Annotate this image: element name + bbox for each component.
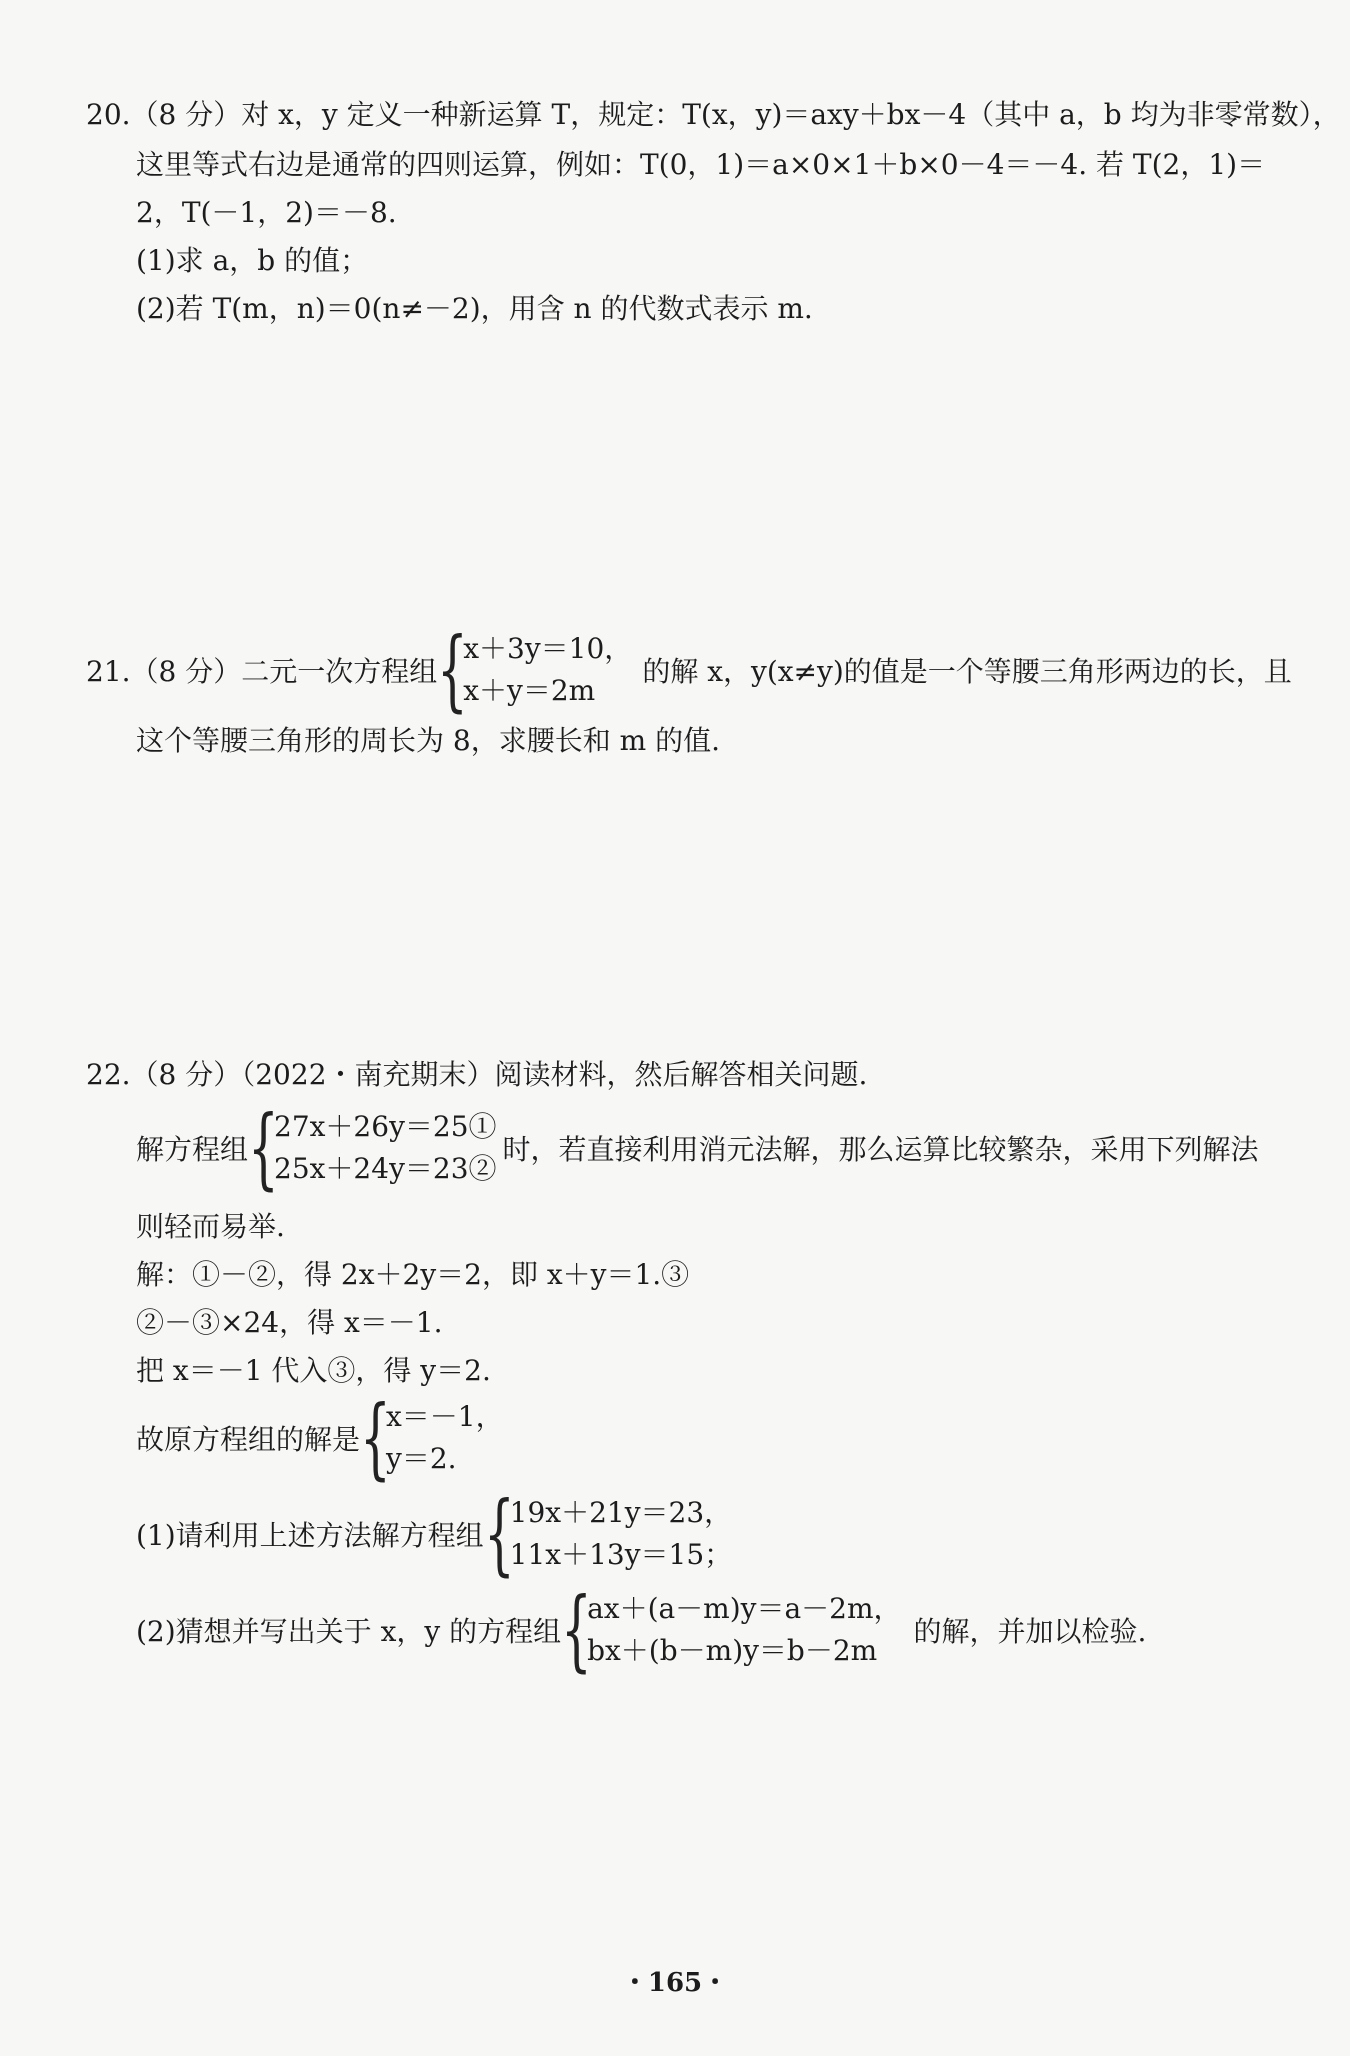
q21-prefix: 21.（8 分）二元一次方程组 <box>86 655 438 688</box>
q22-solution-x: x＝－1， <box>386 1400 504 1433</box>
q21-suffix: 的解 x，y(x≠y)的值是一个等腰三角形两边的长，且 <box>642 655 1292 688</box>
q22-part-1-prefix: (1)请利用上述方法解方程组 <box>136 1519 484 1552</box>
q22-part-1-eq-2: 11x＋13y＝15； <box>509 1538 733 1571</box>
q22-solution-prefix: 故原方程组的解是 <box>136 1423 361 1456</box>
q22-solution-system <box>136 1386 504 1489</box>
q21-line-2: 这个等腰三角形的周长为 8，求腰长和 m 的值. <box>136 724 720 757</box>
q22-eq-1: 27x＋26y＝25① <box>274 1110 497 1143</box>
q22-part-1-system <box>136 1482 733 1585</box>
q22-step-1: 解：①－②，得 2x＋2y＝2，即 x＋y＝1.③ <box>136 1258 690 1291</box>
q22-solution-values <box>386 1401 504 1475</box>
page-number: ・165・ <box>621 1968 729 1998</box>
q20-line-2: 这里等式右边是通常的四则运算，例如：T(0，1)＝a×0×1＋b×0－4＝－4. 若 T(2，1)＝ <box>136 148 1266 181</box>
q22-system-suffix: 时，若直接利用消元法解，那么运算比较繁杂，采用下列解法 <box>502 1133 1259 1166</box>
q20-line-1: 20.（8 分）对 x，y 定义一种新运算 T，规定：T(x，y)＝axy＋bx－4（其中 a，b 均为非零常数）， <box>86 98 1341 131</box>
q22-step-2: ②－③×24，得 x＝－1. <box>136 1306 443 1339</box>
q22-title: 22.（8 分）（2022・南充期末）阅读材料，然后解答相关问题. <box>86 1058 868 1091</box>
q22-solution-y: y＝2. <box>386 1442 457 1475</box>
q21-equation-system <box>86 618 1292 721</box>
left-brace: { <box>483 1482 515 1585</box>
q20-part-1: (1)求 a，b 的值； <box>136 244 369 277</box>
q21-eq-1: x＋3y＝10， <box>463 632 633 665</box>
q22-original-equations <box>274 1111 497 1185</box>
q22-original-system <box>136 1096 1259 1199</box>
q20-part-2: (2)若 T(m，n)＝0(n≠－2)，用含 n 的代数式表示 m. <box>136 292 813 325</box>
q22-part-2-prefix: (2)猜想并写出关于 x，y 的方程组 <box>136 1615 562 1648</box>
left-brace: { <box>248 1096 279 1199</box>
q22-part-2-eq-1: ax＋(a－m)y＝a－2m， <box>587 1592 902 1625</box>
q22-part-2-suffix: 的解，并加以检验. <box>913 1615 1147 1648</box>
q22-line-easy: 则轻而易举. <box>136 1210 285 1243</box>
q21-equations <box>463 633 632 707</box>
left-brace: { <box>437 618 469 721</box>
q22-part-1-equations <box>510 1497 733 1571</box>
q22-part-2-equations <box>587 1593 901 1667</box>
q22-eq-2: 25x＋24y＝23② <box>274 1152 497 1185</box>
left-brace: { <box>561 1578 592 1681</box>
q22-system-prefix: 解方程组 <box>136 1133 249 1166</box>
q22-step-3: 把 x＝－1 代入③，得 y＝2. <box>136 1354 491 1387</box>
q22-part-2-eq-2: bx＋(b－m)y＝b－2m <box>587 1634 878 1667</box>
q21-eq-2: x＋y＝2m <box>463 674 596 707</box>
q22-part-1-eq-1: 19x＋21y＝23， <box>509 1496 733 1529</box>
q20-line-3: 2，T(－1，2)＝－8. <box>136 196 397 229</box>
left-brace: { <box>360 1386 391 1489</box>
q22-part-2-system <box>136 1578 1147 1681</box>
